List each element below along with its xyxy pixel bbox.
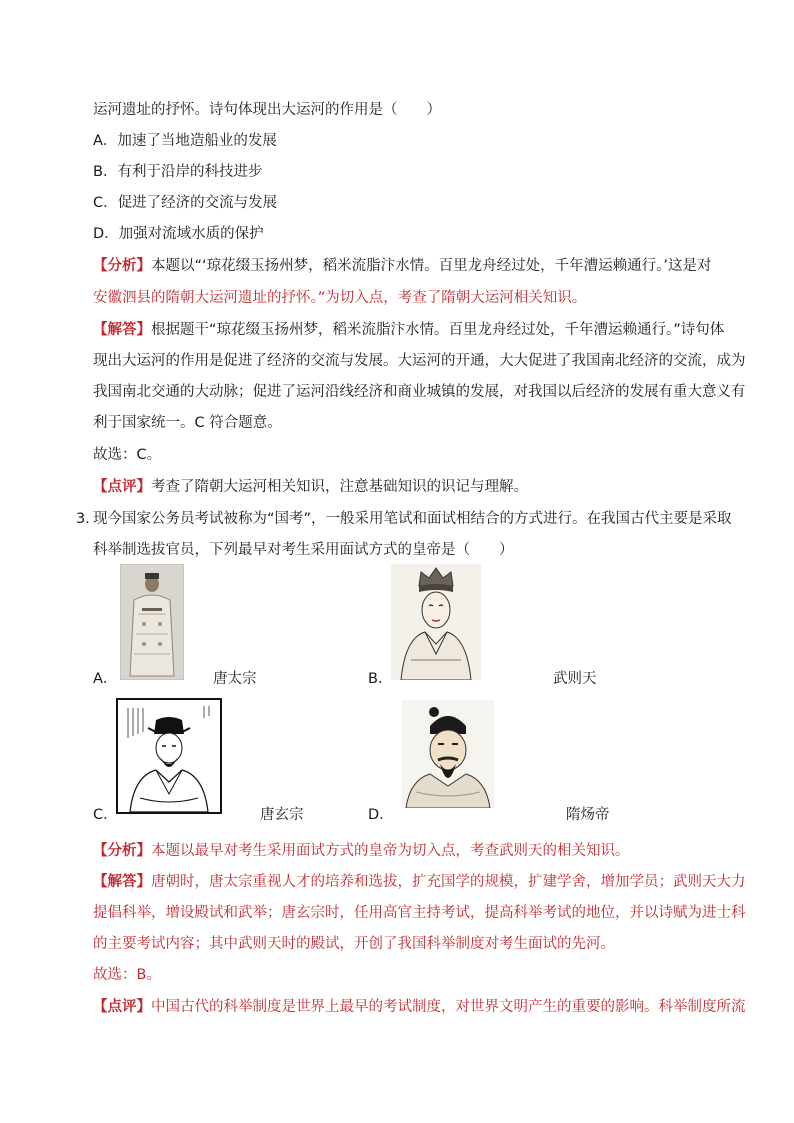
comment-text: 中国古代的科举制度是世界上最早的考试制度，对世界文明产生的重要的影响。科举制度所流 xyxy=(151,999,746,1015)
q2-answer-line-1 xyxy=(93,320,733,340)
answer-text: 根据题干“琼花缀玉扬州梦，稻米流脂汴水情。百里龙舟经过处，千年漕运赖通行。”诗句体 xyxy=(151,322,725,338)
portrait-tang-taizong-image xyxy=(120,564,184,680)
q3-choice: 故选：B。 xyxy=(93,967,161,983)
comment-tag: 【点评】 xyxy=(93,479,151,495)
q2-answer-line-3: 我国南北交通的大动脉；促进了运河沿线经济和商业城镇的发展，对我国以后经济的发展有重大意义有 xyxy=(93,384,746,400)
q2-choice: 故选：C。 xyxy=(93,447,162,463)
q3-answer-line-1 xyxy=(93,872,746,892)
answer-text: 唐朝时，唐太宗重视人才的培养和选拔，扩充国学的规模，扩建学舍，增加学员；武则天大力 xyxy=(151,874,746,890)
portrait-sui-yangdi-image xyxy=(402,700,494,808)
analysis-text: 本题以最早对考生采用面试方式的皇帝为切入点，考查武则天的相关知识。 xyxy=(151,843,630,859)
comment-tag: 【点评】 xyxy=(93,999,151,1015)
analysis-text: 本题以“‘琼花缀玉扬州梦，稻米流脂汴水情。百里龙舟经过处，千年漕运赖通行。’这是对 xyxy=(151,258,712,274)
q2-stem-end: 运河遗址的抒怀。诗句体现出大运河的作用是（ ） xyxy=(93,102,441,118)
q2-option-b: B．有利于沿岸的科技进步 xyxy=(93,164,263,180)
q3-option-c-letter: C． xyxy=(93,807,118,823)
q3-option-c-caption: 唐玄宗 xyxy=(260,807,304,823)
q2-option-a: A．加速了当地造船业的发展 xyxy=(93,133,277,149)
q3-number: 3． xyxy=(76,511,100,527)
q3-analysis xyxy=(93,841,733,861)
q2-answer-line-4: 利于国家统一。C 符合题意。 xyxy=(93,415,282,431)
analysis-tag: 【分析】 xyxy=(93,258,151,274)
q3-option-b-caption: 武则天 xyxy=(553,671,597,687)
answer-tag: 【解答】 xyxy=(93,874,151,890)
q2-option-c: C．促进了经济的交流与发展 xyxy=(93,195,278,211)
q3-stem-line-2: 科举制选拔官员，下列最早对考生采用面试方式的皇帝是（ ） xyxy=(93,542,514,558)
q3-option-d-letter: D． xyxy=(368,807,394,823)
q3-answer-line-3: 的主要考试内容；其中武则天时的殿试，开创了我国科举制度对考生面试的先河。 xyxy=(93,936,615,952)
answer-tag: 【解答】 xyxy=(93,322,151,338)
q3-option-d-caption: 隋炀帝 xyxy=(566,807,610,823)
portrait-tang-xuanzong-image xyxy=(116,698,222,814)
q2-comment xyxy=(93,477,733,497)
q3-answer-line-2: 提倡科举，增设殿试和武举；唐玄宗时，任用高官主持考试，提高科举考试的地位，并以诗赋为进士科 xyxy=(93,905,746,921)
q3-stem-line-1: 现今国家公务员考试被称为“国考”，一般采用笔试和面试相结合的方式进行。在我国古代主要是采取 xyxy=(93,511,732,527)
portrait-wu-zetian-image xyxy=(391,564,481,680)
q3-option-b-letter: B． xyxy=(368,671,393,687)
analysis-tag: 【分析】 xyxy=(93,843,151,859)
q3-option-a-caption: 唐太宗 xyxy=(213,671,257,687)
q3-option-a-letter: A． xyxy=(93,671,118,687)
comment-text: 考查了隋朝大运河相关知识，注意基础知识的识记与理解。 xyxy=(151,479,528,495)
q2-analysis-line-1 xyxy=(93,256,733,276)
q2-answer-line-2: 现出大运河的作用是促进了经济的交流与发展。大运河的开通，大大促进了我国南北经济的交流，成为 xyxy=(93,353,746,369)
q2-option-d: D．加强对流域水质的保护 xyxy=(93,226,264,242)
q3-comment xyxy=(93,997,746,1017)
q2-analysis-line-2: 安徽泗县的隋朝大运河遗址的抒怀。”为切入点，考查了隋朝大运河相关知识。 xyxy=(93,290,587,306)
